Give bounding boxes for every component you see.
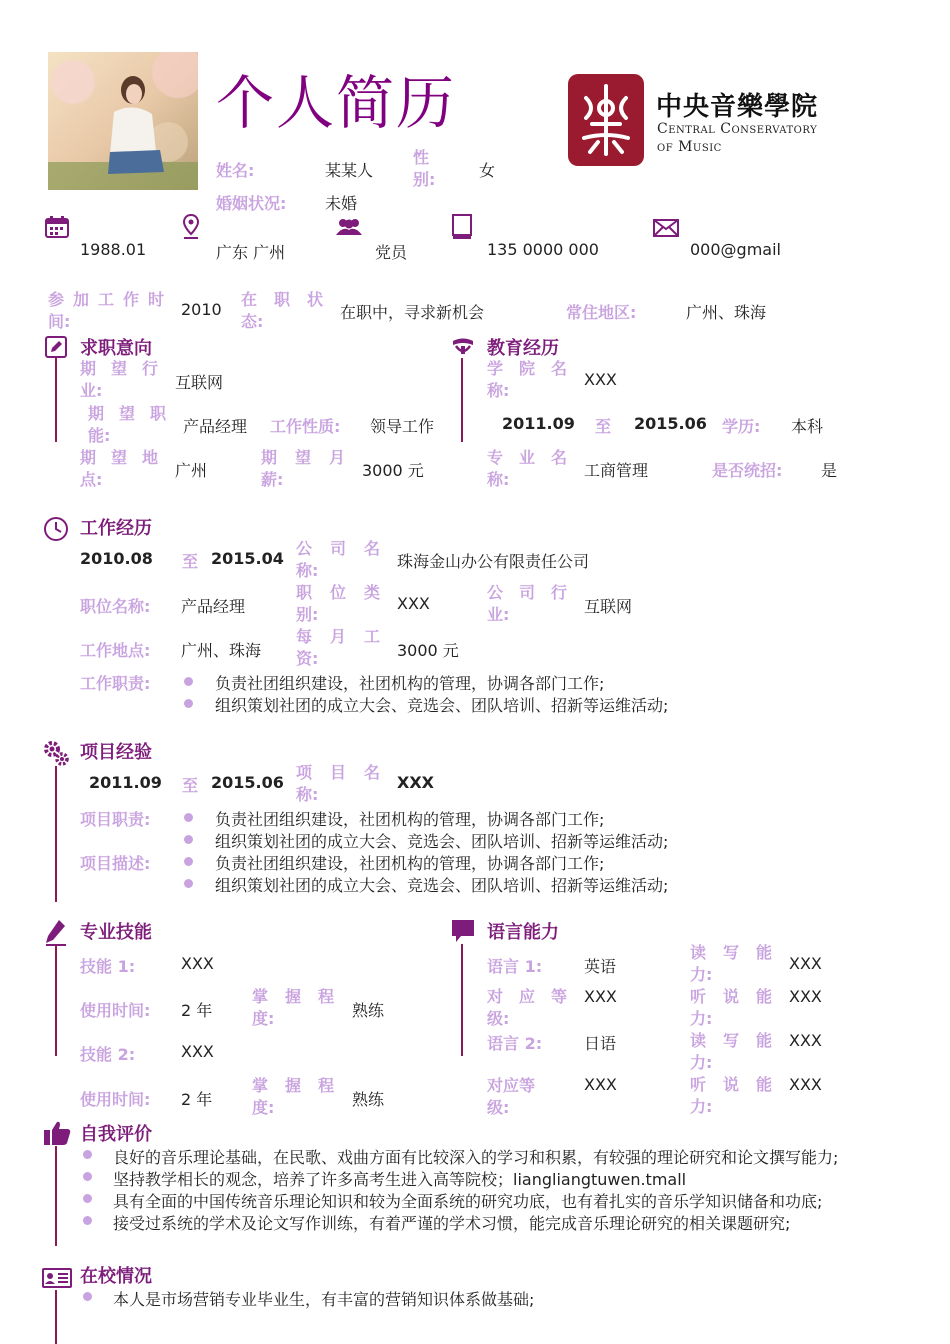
mastery-value: 熟练 bbox=[352, 1001, 385, 1020]
bullet-dot bbox=[83, 1172, 92, 1181]
listen-speak-label bbox=[690, 1074, 772, 1118]
lang2-value: 日语 bbox=[584, 1034, 617, 1053]
work-place-label: 工作地点: bbox=[80, 641, 151, 660]
clock-icon bbox=[43, 516, 69, 546]
read-write-label bbox=[690, 942, 772, 986]
project-name-label-part2: 称: bbox=[296, 785, 319, 804]
listen-speak-label-part1: 听说能 bbox=[690, 1075, 772, 1094]
skills-title: 专业技能 bbox=[80, 922, 152, 943]
monthly-salary-label-part1: 每月工 bbox=[296, 627, 380, 646]
unified-label: 是否统招: bbox=[712, 461, 783, 480]
monthly-salary-label bbox=[296, 626, 380, 670]
skills-timeline bbox=[55, 944, 57, 1056]
residence-label: 常住地区: bbox=[566, 303, 637, 322]
work-status-label-part1: 在职状 bbox=[241, 290, 323, 309]
marital-value: 未婚 bbox=[325, 194, 358, 213]
bullet-dot bbox=[184, 857, 193, 866]
company-value: 珠海金山办公有限责任公司 bbox=[397, 552, 590, 571]
grade2-label-part1: 对应等 bbox=[487, 1076, 536, 1095]
skill1-value: XXX bbox=[181, 954, 214, 973]
position-value: 产品经理 bbox=[183, 417, 248, 436]
school-label bbox=[487, 358, 567, 402]
major-value: 工商管理 bbox=[584, 461, 649, 480]
company-label bbox=[296, 538, 380, 582]
project-desc-item: 负责社团组织建设，社团机构的管理，协调各部门工作; bbox=[215, 854, 605, 873]
campus-timeline bbox=[55, 1290, 57, 1344]
project-title: 项目经验 bbox=[80, 742, 152, 763]
work-nature-value: 领导工作 bbox=[370, 417, 435, 436]
read-write-value: XXX bbox=[789, 1031, 822, 1050]
degree-value: 本科 bbox=[791, 417, 824, 436]
school-label-part2: 称: bbox=[487, 381, 510, 400]
grade-label-part1: 对应等 bbox=[487, 987, 567, 1006]
grade2-label bbox=[487, 1075, 547, 1119]
gender-value: 女 bbox=[479, 161, 496, 180]
group-icon bbox=[335, 218, 363, 240]
phone-icon bbox=[452, 214, 472, 244]
page-title: 个人简历 bbox=[216, 69, 457, 137]
monthly-salary-label-part2: 资: bbox=[296, 649, 319, 668]
project-name-label bbox=[296, 762, 380, 806]
work-status-label bbox=[241, 289, 323, 333]
bullet-dot bbox=[184, 835, 193, 844]
job-category-label-part2: 别: bbox=[296, 605, 319, 624]
birth-value: 1988.01 bbox=[80, 240, 147, 259]
self-eval-item: 接受过系统的学术及论文写作训练，有着严谨的学术习惯，能完成音乐理论研究的相关课题研究; bbox=[113, 1214, 791, 1233]
company-industry-label-part1: 公司行 bbox=[487, 583, 567, 602]
expected-salary-label-part1: 期望月 bbox=[261, 448, 345, 467]
major-label bbox=[487, 447, 567, 491]
lang2-label: 语言 2: bbox=[487, 1034, 543, 1053]
self-eval-item: 具有全面的中国传统音乐理论知识和较为全面系统的研究功底，也有着扎实的音乐学知识储备和功底; bbox=[113, 1192, 823, 1211]
gender-label bbox=[413, 147, 443, 191]
project-to-label: 至 bbox=[182, 776, 199, 795]
project-duty-item: 组织策划社团的成立大会、竞选会、团队培训、招新等运维活动; bbox=[215, 832, 669, 851]
grade-label bbox=[487, 986, 567, 1030]
gender-label-part1: 性 bbox=[413, 148, 430, 167]
logo-english-line1: Central Conservatory bbox=[657, 121, 818, 137]
name-value: 某某人 bbox=[325, 161, 374, 180]
self-eval-title: 自我评价 bbox=[80, 1124, 152, 1145]
company-industry-value: 互联网 bbox=[584, 597, 633, 616]
read-write-label-part1: 读写能 bbox=[690, 943, 772, 962]
language-title: 语言能力 bbox=[487, 922, 559, 943]
work-start-label-part1: 参加工作时 bbox=[48, 290, 164, 309]
usage-time-label: 使用时间: bbox=[80, 1090, 151, 1109]
bullet-dot bbox=[184, 677, 193, 686]
work-nature-label: 工作性质: bbox=[270, 417, 341, 436]
unified-value: 是 bbox=[821, 461, 838, 480]
work-to-label: 至 bbox=[182, 552, 199, 571]
work-start-date: 2010.08 bbox=[80, 549, 153, 568]
edu-end-date: 2015.06 bbox=[634, 414, 707, 433]
mastery-label-part1: 掌握程 bbox=[252, 987, 334, 1006]
project-duty-label: 项目职责: bbox=[80, 810, 151, 829]
industry-label-part1: 期望行 bbox=[80, 359, 158, 378]
self-eval-item: 坚持教学相长的观念，培养了许多高考生进入高等院校；liangliangtuwen.tmall bbox=[113, 1170, 687, 1189]
marital-label: 婚姻状况: bbox=[216, 194, 287, 213]
usage-time-value: 2 年 bbox=[181, 1001, 213, 1020]
expected-salary-value: 3000 元 bbox=[362, 461, 424, 480]
project-end-date: 2015.06 bbox=[211, 773, 284, 792]
industry-label bbox=[80, 358, 158, 402]
project-timeline bbox=[55, 766, 57, 902]
usage-time-label: 使用时间: bbox=[80, 1001, 151, 1020]
email-value: 000@gmail bbox=[690, 240, 781, 259]
speech-bubble-icon bbox=[451, 919, 475, 947]
expected-place-label-part1: 期望地 bbox=[80, 448, 158, 467]
read-write-value: XXX bbox=[789, 954, 822, 973]
work-end-date: 2015.04 bbox=[211, 549, 284, 568]
party-value: 党员 bbox=[375, 243, 408, 262]
work-status-label-part2: 态: bbox=[241, 312, 264, 331]
bullet-dot bbox=[83, 1292, 92, 1301]
position-label-part1: 期望职 bbox=[88, 404, 166, 423]
phone-value: 135 0000 000 bbox=[487, 240, 599, 259]
monthly-salary-value: 3000 元 bbox=[397, 641, 459, 660]
job-category-label bbox=[296, 582, 380, 626]
work-start-label-part2: 间: bbox=[48, 312, 71, 331]
work-duty-item: 组织策划社团的成立大会、竞选会、团队培训、招新等运维活动; bbox=[215, 696, 669, 715]
mastery-value: 熟练 bbox=[352, 1090, 385, 1109]
mail-icon bbox=[653, 219, 679, 241]
skill2-value: XXX bbox=[181, 1042, 214, 1061]
gender-label-part2: 别: bbox=[413, 170, 436, 189]
school-value: XXX bbox=[584, 370, 617, 389]
listen-speak-label-part2: 力: bbox=[690, 1009, 713, 1028]
bullet-dot bbox=[184, 879, 193, 888]
usage-time-value: 2 年 bbox=[181, 1090, 213, 1109]
skill1-label: 技能 1: bbox=[80, 957, 136, 976]
mastery-label-part1: 掌握程 bbox=[252, 1076, 334, 1095]
bullet-dot bbox=[184, 699, 193, 708]
name-label: 姓名: bbox=[216, 161, 255, 180]
listen-speak-label bbox=[690, 986, 772, 1030]
lang1-label: 语言 1: bbox=[487, 957, 543, 976]
read-write-label-part1: 读写能 bbox=[690, 1031, 772, 1050]
expected-salary-label bbox=[261, 447, 345, 491]
job-intent-timeline bbox=[55, 358, 57, 442]
company-label-part1: 公司名 bbox=[296, 539, 380, 558]
id-card-icon bbox=[42, 1268, 72, 1292]
major-label-part1: 专业名 bbox=[487, 448, 567, 467]
profile-photo bbox=[48, 52, 198, 190]
work-place-value: 广州、珠海 bbox=[181, 641, 262, 660]
self-eval-item: 良好的音乐理论基础，在民歌、戏曲方面有比较深入的学习和积累，有较强的理论研究和论文撰写能力; bbox=[113, 1148, 839, 1167]
bullet-dot bbox=[83, 1150, 92, 1159]
grade-label-part2: 级: bbox=[487, 1009, 510, 1028]
work-start-value: 2010 bbox=[181, 300, 222, 319]
industry-value: 互联网 bbox=[175, 373, 224, 392]
listen-speak-value: XXX bbox=[789, 1075, 822, 1094]
project-desc-label: 项目描述: bbox=[80, 854, 151, 873]
logo-chinese-name: 中央音樂學院 bbox=[656, 92, 819, 122]
role-value: 产品经理 bbox=[181, 597, 246, 616]
read-write-label-part2: 力: bbox=[690, 965, 713, 984]
company-industry-label bbox=[487, 582, 567, 626]
education-title: 教育经历 bbox=[487, 338, 559, 359]
major-label-part2: 称: bbox=[487, 470, 510, 489]
project-desc-item: 组织策划社团的成立大会、竞选会、团队培训、招新等运维活动; bbox=[215, 876, 669, 895]
project-name-label-part1: 项目名 bbox=[296, 763, 380, 782]
expected-salary-label-part2: 薪: bbox=[261, 470, 284, 489]
listen-speak-label-part1: 听说能 bbox=[690, 987, 772, 1006]
project-duty-item: 负责社团组织建设，社团机构的管理，协调各部门工作; bbox=[215, 810, 605, 829]
education-timeline bbox=[461, 358, 463, 442]
position-label-part2: 能: bbox=[88, 426, 111, 445]
location-value: 广东 广州 bbox=[216, 243, 286, 262]
mastery-label-part2: 度: bbox=[252, 1009, 275, 1028]
thumbs-up-icon bbox=[43, 1120, 71, 1150]
campus-title: 在校情况 bbox=[80, 1266, 152, 1287]
work-status-value: 在职中，寻求新机会 bbox=[340, 303, 485, 322]
job-category-label-part1: 职位类 bbox=[296, 583, 380, 602]
industry-label-part2: 业: bbox=[80, 381, 103, 400]
bullet-dot bbox=[83, 1194, 92, 1203]
listen-speak-label-part2: 力: bbox=[690, 1097, 713, 1116]
read-write-label-part2: 力: bbox=[690, 1053, 713, 1072]
residence-value: 广州、珠海 bbox=[686, 303, 767, 322]
self-eval-timeline bbox=[55, 1146, 57, 1246]
mastery-label bbox=[252, 986, 334, 1030]
calendar-icon bbox=[45, 216, 69, 242]
logo-english-line2: of Music bbox=[657, 139, 722, 155]
edu-to-label: 至 bbox=[595, 417, 612, 436]
bullet-dot bbox=[83, 1216, 92, 1225]
school-label-part1: 学院名 bbox=[487, 359, 567, 378]
listen-speak-value: XXX bbox=[789, 987, 822, 1006]
expected-place-label bbox=[80, 447, 158, 491]
grade-value: XXX bbox=[584, 987, 617, 1006]
edu-start-date: 2011.09 bbox=[502, 414, 575, 433]
mastery-label bbox=[252, 1075, 334, 1119]
expected-place-label-part2: 点: bbox=[80, 470, 103, 489]
school-logo bbox=[568, 74, 644, 166]
grade2-label-part2: 级: bbox=[487, 1098, 510, 1117]
lang1-value: 英语 bbox=[584, 957, 617, 976]
location-pin-icon bbox=[182, 214, 200, 244]
bullet-dot bbox=[184, 813, 193, 822]
work-duty-item: 负责社团组织建设，社团机构的管理，协调各部门工作; bbox=[215, 674, 605, 693]
project-name-value: XXX bbox=[397, 773, 435, 792]
degree-label: 学历: bbox=[722, 417, 761, 436]
job-category-value: XXX bbox=[397, 594, 430, 613]
work-title: 工作经历 bbox=[80, 518, 152, 539]
role-label: 职位名称: bbox=[80, 597, 151, 616]
mastery-label-part2: 度: bbox=[252, 1098, 275, 1117]
graduation-cap-icon bbox=[451, 336, 475, 362]
campus-item: 本人是市场营销专业毕业生，有丰富的营销知识体系做基础; bbox=[113, 1290, 535, 1309]
company-label-part2: 称: bbox=[296, 561, 319, 580]
expected-place-value: 广州 bbox=[175, 461, 208, 480]
project-start-date: 2011.09 bbox=[89, 773, 162, 792]
read-write-label bbox=[690, 1030, 772, 1074]
work-duty-label: 工作职责: bbox=[80, 674, 151, 693]
work-start-label bbox=[48, 289, 164, 333]
grade2-value: XXX bbox=[584, 1075, 617, 1094]
job-intent-title: 求职意向 bbox=[80, 338, 152, 359]
skill2-label: 技能 2: bbox=[80, 1045, 136, 1064]
position-label bbox=[88, 403, 166, 447]
language-timeline bbox=[461, 944, 463, 1056]
company-industry-label-part2: 业: bbox=[487, 605, 510, 624]
